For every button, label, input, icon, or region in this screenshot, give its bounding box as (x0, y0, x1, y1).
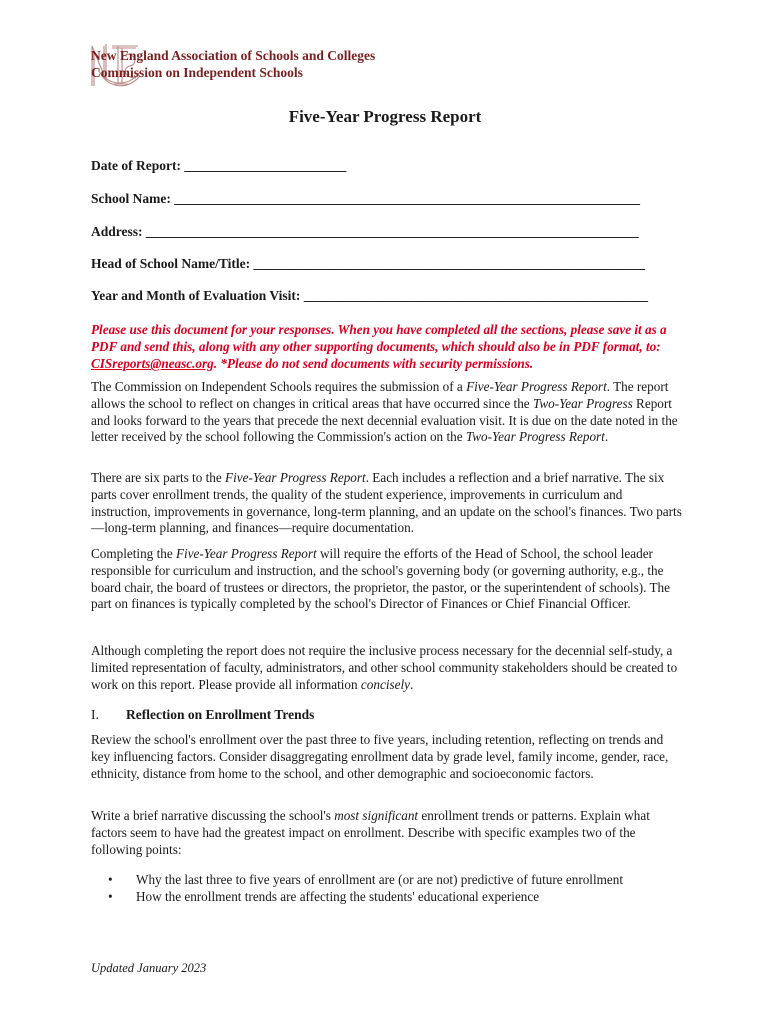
date-of-report-field[interactable] (91, 158, 346, 174)
parts-paragraph: There are six parts to the Five-Year Progress Report. Each includes a reflection and a brief narrative. The six parts cover enrollment trends, the quality of the student experience, improvements in curriculum and instruction, improvements in governance, long-term planning, and an update on the school's finances. Two parts—long-term planning, and finances—require documentation. (91, 470, 682, 536)
org-line-2: Commission on Independent Schools (91, 65, 303, 80)
completing-paragraph: Completing the Five-Year Progress Report will require the efforts of the Head of School, the school leader responsible for curriculum and instruction, and the school's governing body (or governing authority, e.g., the board chair, the board of trustees or directors, the proprietor, the pastor, or the superintendent of schools). The part on finances is typically completed by the school's Director of Finances or Chief Financial Officer. (91, 546, 670, 612)
footer-updated: Updated January 2023 (91, 961, 207, 975)
document-title: Five-Year Progress Report (288, 107, 482, 126)
list-item: • How the enrollment trends are affecting the students' educational experience (108, 889, 540, 904)
field-label: School Name: (91, 191, 171, 206)
submission-notice (91, 321, 681, 372)
address-field[interactable] (91, 224, 639, 240)
school-name-field[interactable] (91, 191, 640, 207)
section-heading (91, 707, 314, 723)
field-label: Year and Month of Evaluation Visit: (91, 288, 301, 303)
points-list (108, 871, 623, 905)
process-paragraph: Although completing the report does not require the inclusive process necessary for the decennial self-study, a limited representation of faculty, administrators, and other school community stakeholders should be created to work on this report. Please provide all information concisely. (91, 643, 678, 692)
list-item: • Why the last three to five years of enrollment are (or are not) predictive of future enrollment (108, 872, 624, 887)
head-of-school-field[interactable] (91, 256, 645, 272)
section-title: Reflection on Enrollment Trends (126, 707, 315, 722)
evaluation-visit-field[interactable] (91, 288, 648, 304)
section-number: I. (91, 707, 99, 722)
intro-paragraph: The Commission on Independent Schools requires the submission of a Five-Year Progress Report. The report allows the school to reflect on changes in critical areas that have occurred since the Two-Year Progress Report and looks forward to the years that precede the next decennial evaluation visit. It is due on the date noted in the letter received by the school following the Commission's action on the Two-Year Progress Report. (91, 379, 678, 445)
field-blank: __________________________________________________________ (253, 256, 645, 271)
field-label: Address: (91, 224, 143, 239)
email-link[interactable]: CISreports@neasc.org (91, 356, 214, 371)
notice-text-after: . *Please do not send documents with security permissions. (213, 356, 534, 371)
notice-text: Please use this document for your responses. When you have completed all the sections, please save it as a PDF and send this, along with any other supporting documents, which should also be in PDF format, to: (91, 322, 667, 354)
organization-name (91, 47, 375, 81)
field-blank: _________________________________________________________________________ (145, 224, 639, 239)
bullet-icon: • (108, 872, 113, 887)
field-blank: ___________________________________________________ (303, 288, 649, 303)
org-line-1: New England Association of Schools and Colleges (91, 48, 376, 63)
section-review-paragraph: Review the school's enrollment over the past three to five years, including retention, reflecting on trends and key influencing factors. Consider disaggregating enrollment data by grade level, family income, gender, race, ethnicity, distance from home to the school, and other demographic and socioeconomic factors. (91, 732, 669, 781)
section-narrative-paragraph: Write a brief narrative discussing the school's most significant enrollment trends or patterns. Explain what factors seem to have had the greatest impact on enrollment. Describe with specific examples two of the following points: (91, 808, 650, 857)
field-label: Head of School Name/Title: (91, 256, 251, 271)
field-blank: _____________________________________________________________________ (174, 191, 640, 206)
field-label: Date of Report: (91, 158, 181, 173)
field-blank: ________________________ (184, 158, 347, 173)
bullet-icon: • (108, 889, 113, 904)
